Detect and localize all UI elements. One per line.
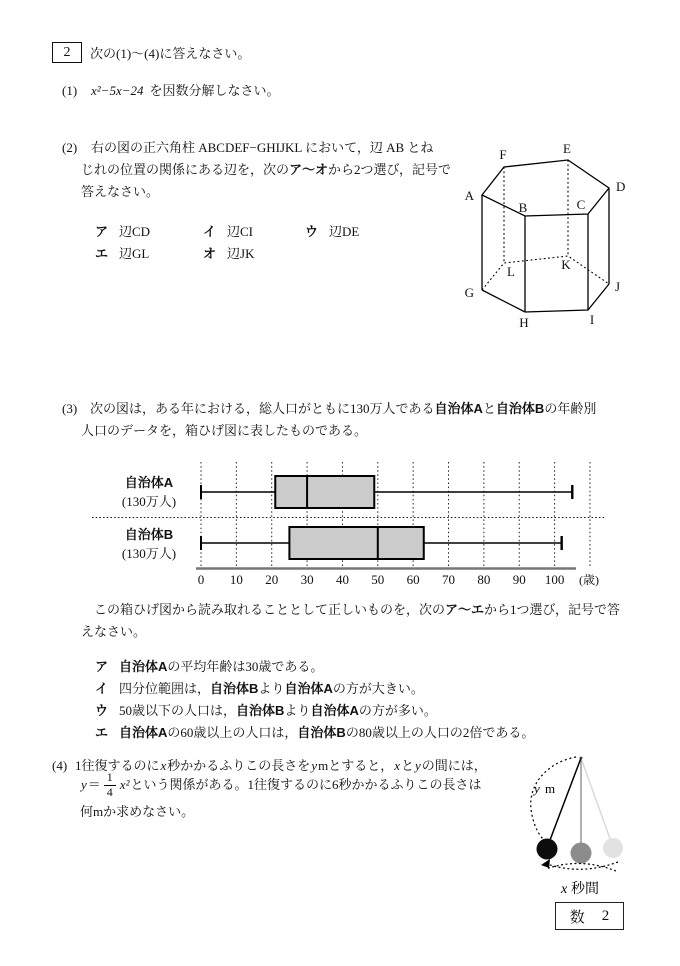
choice-key: イ: [203, 224, 217, 239]
q2-choice-i: [203, 222, 253, 242]
q1-text: [90, 81, 280, 101]
svg-text:40: 40: [335, 572, 349, 587]
q4-var-y: y: [415, 758, 421, 773]
choice-bold: 自治体B: [297, 725, 346, 740]
problem-number-box: [52, 42, 82, 63]
fraction-denominator: 4: [106, 784, 113, 799]
problem-number: 2: [63, 44, 71, 60]
q4-text: と: [401, 758, 415, 773]
q3-intro-bold-a: 自治体A: [434, 401, 483, 416]
vertex-label-k: K: [561, 257, 571, 272]
svg-text:0: 0: [197, 572, 205, 587]
choice-bold: 自治体A: [119, 659, 168, 674]
choice-text: 50歳以下の人口は，: [119, 703, 237, 718]
choice-key: ウ: [305, 224, 319, 239]
choice-text: 四分位範囲は，: [119, 681, 211, 696]
pendulum-bob-gray: [571, 843, 592, 864]
choice-text: の平均年齢は30歳である。: [167, 659, 324, 674]
vertex-label-l: L: [507, 264, 515, 279]
q4-fraction: [104, 771, 116, 800]
choice-bold: 自治体A: [284, 681, 333, 696]
swing-arc-upper: [546, 863, 616, 871]
vertex-label-a: A: [464, 188, 474, 203]
choice-key: イ: [95, 681, 109, 696]
svg-text:10: 10: [229, 572, 243, 587]
choice-key: ア: [95, 659, 109, 674]
fraction-numerator: 1: [104, 771, 116, 786]
q4-line3: 何mか求めなさい。: [80, 804, 195, 819]
svg-text:90: 90: [512, 572, 526, 587]
header-instruction: 次の(1)～(4)に答えなさい。: [90, 46, 251, 61]
q3-question-line2: えなさい。: [81, 624, 147, 639]
subject-label: 数: [569, 909, 585, 926]
q4-text: の間には，: [421, 758, 487, 773]
q2-line1: 右の図の正六角柱 ABCDEF−GHIJKL において，辺 AB とね: [91, 140, 434, 155]
q4-text: 1往復するのに: [75, 758, 160, 773]
q1-sentence: を因数分解しなさい。: [149, 83, 280, 98]
q2-line3: 答えなさい。: [81, 184, 160, 199]
boxplot-group-b-name: 自治体B: [124, 527, 174, 542]
choice-key: エ: [95, 246, 109, 261]
choice-key: ウ: [95, 703, 109, 718]
q3-intro-mid: と: [482, 401, 496, 416]
q3-intro-line2: 人口のデータを，箱ひげ図に表したものである。: [81, 423, 368, 438]
hexagonal-prism-figure: [450, 135, 635, 340]
q2-line2: [81, 160, 451, 180]
svg-text:50: 50: [371, 572, 385, 587]
arrowhead-icon: [541, 859, 550, 868]
pendulum-bob-light: [603, 838, 623, 858]
q3-label: (3): [62, 401, 78, 416]
q2-label: (2): [62, 140, 78, 155]
vertex-label-i: I: [589, 312, 595, 327]
choice-key: オ: [203, 246, 217, 261]
q2-choice-a: [95, 222, 150, 242]
q4-equals: ＝: [87, 777, 101, 792]
choice-bold: 自治体B: [210, 681, 259, 696]
pendulum-bob-black: [537, 839, 558, 860]
boxplot-group-a-name: 自治体A: [124, 475, 174, 490]
choice-text: の方が大きい。: [332, 681, 424, 696]
q3-intro-line1: [90, 399, 596, 419]
choice-key: ア: [95, 224, 109, 239]
choice-text: 辺DE: [329, 224, 360, 239]
choice-text: 辺JK: [227, 246, 255, 261]
q4-text: という関係がある。1往復するのに6秒かかるふりこの長さは: [130, 777, 482, 792]
q3-choice-i: [95, 679, 424, 699]
choice-bold: 自治体B: [236, 703, 285, 718]
vertex-label-g: G: [464, 285, 474, 300]
q2-line2-pre: じれの位置の関係にある辺を，次の: [81, 162, 290, 177]
q3-intro-post: の年齢別: [544, 401, 597, 416]
vertex-label-f: F: [499, 147, 507, 162]
q4-var-x-squared: x²: [119, 777, 130, 792]
vertex-label-d: D: [616, 179, 626, 194]
q1-label: (1): [62, 83, 78, 98]
q4-label: (4): [52, 758, 68, 773]
q4-var-x: x: [394, 758, 400, 773]
vertex-label-j: J: [615, 279, 621, 294]
svg-text:60: 60: [406, 572, 420, 587]
choice-text: の方が多い。: [358, 703, 437, 718]
pendulum-y-var: y: [534, 781, 540, 796]
choice-text: より: [284, 703, 311, 718]
choice-key: エ: [95, 725, 109, 740]
choice-text: の80歳以上の人口の2倍である。: [345, 725, 535, 740]
q1-formula: x²−5x−24: [91, 83, 144, 98]
q4-line2: [80, 770, 481, 800]
choice-text: 辺GL: [119, 246, 150, 261]
q3-choice-u: [95, 701, 437, 721]
q3-intro-bold-b: 自治体B: [495, 401, 545, 416]
q3-intro-pre: 次の図は，ある年における，総人口がともに130万人である: [90, 401, 435, 416]
choice-text: より: [258, 681, 285, 696]
pivot-point: [580, 757, 583, 760]
subject-page-box: [555, 902, 624, 930]
q3-choice-e: [95, 723, 534, 743]
vertex-label-c: C: [576, 197, 586, 212]
boxplot-group-b-sub: (130万人): [121, 546, 177, 561]
q3-question-pre: この箱ひげ図から読み取れることとして正しいものを，次の: [94, 602, 446, 617]
choice-text: 辺CD: [119, 224, 151, 239]
subject-page-number: 2: [601, 907, 610, 924]
q4-var-x: x: [160, 758, 167, 773]
choice-bold: 自治体A: [310, 703, 359, 718]
pendulum-x-var: x: [561, 882, 568, 897]
q4-var-y: y: [311, 758, 318, 773]
choice-text: 辺CI: [227, 224, 254, 239]
choice-bold: 自治体A: [119, 725, 168, 740]
q3-choice-a: [95, 657, 323, 677]
svg-text:100: 100: [544, 572, 565, 587]
choice-text: の60歳以上の人口は，: [167, 725, 298, 740]
vertex-label-h: H: [519, 315, 529, 330]
q3-question-post: から1つ選び，記号で答: [484, 602, 621, 617]
pendulum-x-unit: 秒間: [571, 882, 599, 897]
pendulum-figure: [515, 745, 660, 905]
vertex-label-e: E: [563, 141, 571, 156]
q3-question-line1: [94, 600, 620, 620]
q2-choice-o: [203, 244, 254, 264]
q4-text: mとすると，: [318, 758, 394, 773]
svg-text:80: 80: [477, 572, 491, 587]
q2-line2-post: から2つ選び，記号で: [328, 162, 452, 177]
svg-text:30: 30: [300, 572, 314, 587]
vertex-label-b: B: [518, 200, 528, 215]
pendulum-y-unit: m: [545, 781, 556, 796]
svg-text:70: 70: [442, 572, 456, 587]
q2-choice-u: [305, 222, 359, 242]
q4-var-y: y: [81, 777, 87, 792]
q3-question-bold: ア～エ: [445, 602, 485, 617]
boxplot-group-a-sub: (130万人): [121, 494, 177, 509]
svg-text:20: 20: [265, 572, 279, 587]
q2-choice-e: [95, 244, 149, 264]
boxplot-chart: [90, 455, 605, 600]
q2-line2-bold: ア～オ: [289, 162, 329, 177]
q4-text: 秒かかるふりこの長さを: [167, 758, 311, 773]
svg-text:(歳): (歳): [579, 573, 599, 587]
